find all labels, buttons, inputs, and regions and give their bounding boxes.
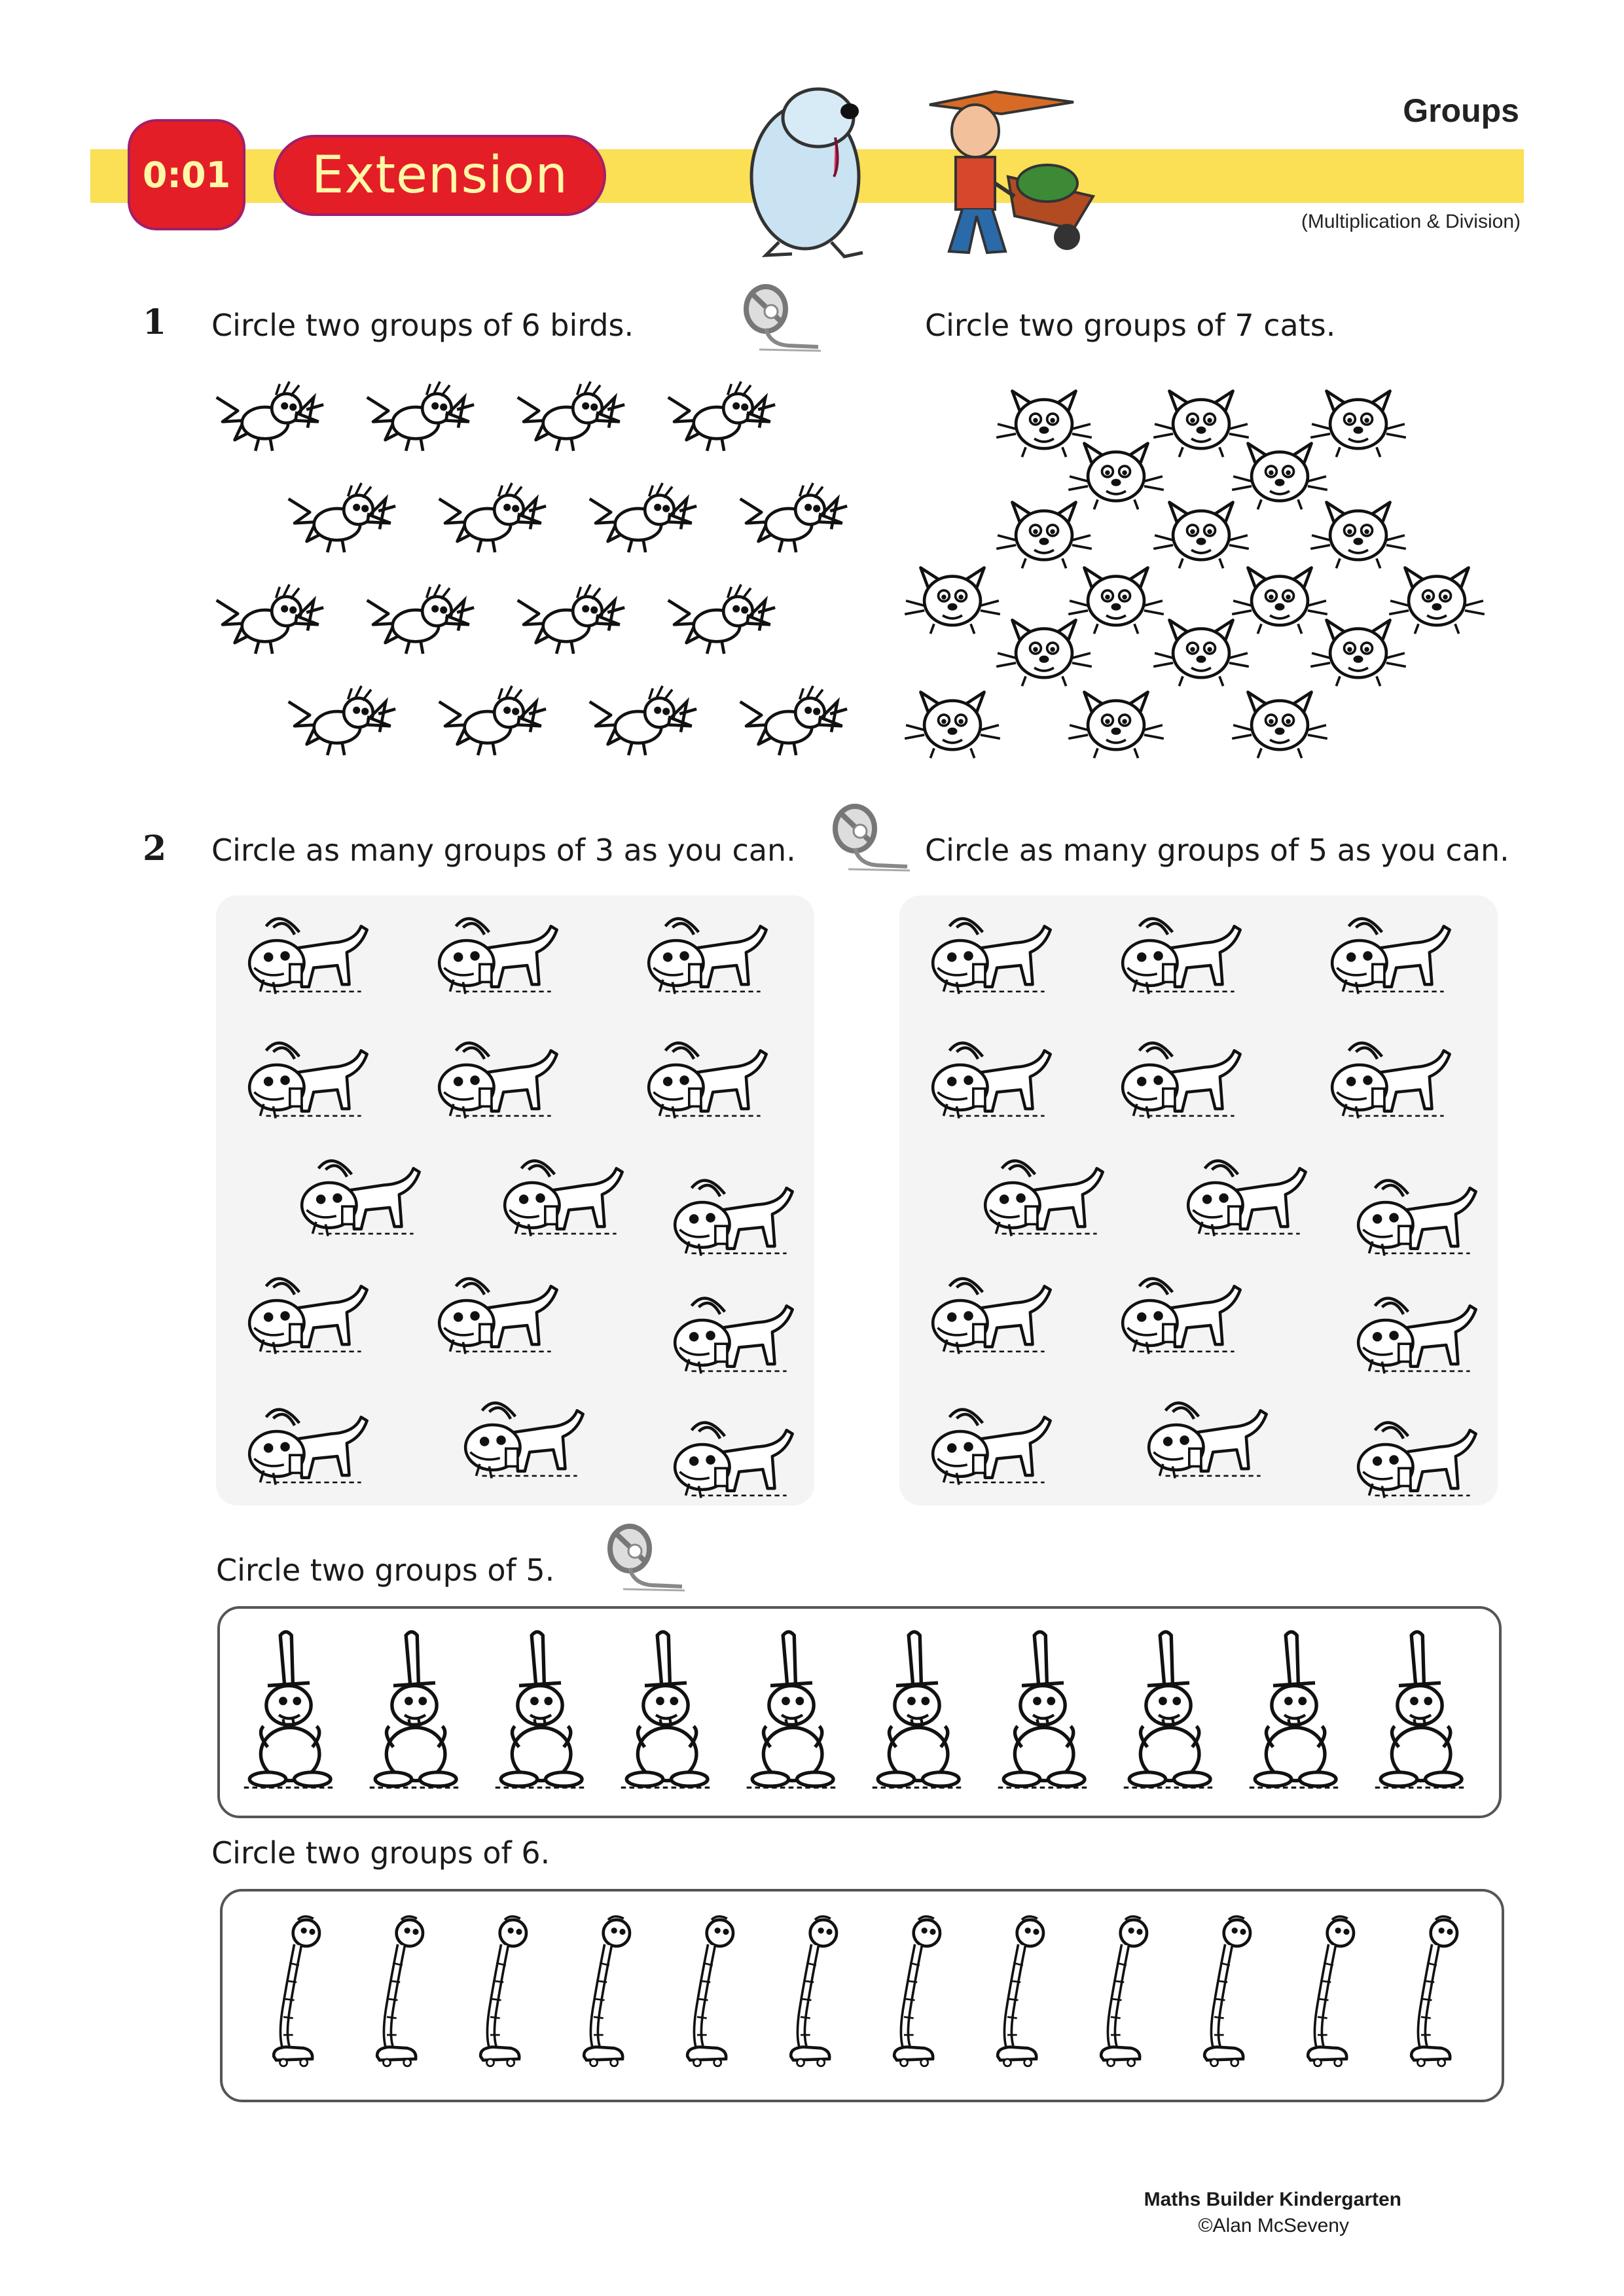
worms-instruction: Circle two groups of 6. bbox=[211, 1835, 550, 1871]
goat-icon bbox=[432, 1033, 563, 1122]
cat-icon bbox=[1231, 687, 1329, 761]
bird-icon bbox=[504, 373, 628, 458]
footer-title: Maths Builder Kindergarten bbox=[1144, 2189, 1401, 2210]
bird-icon bbox=[425, 475, 550, 560]
cats-group bbox=[903, 373, 1492, 779]
bird-icon bbox=[353, 576, 478, 661]
goat-icon bbox=[1325, 1033, 1456, 1122]
rabbit-icon bbox=[868, 1628, 966, 1796]
cat-icon bbox=[1067, 687, 1165, 761]
worm-icon bbox=[365, 1911, 437, 2075]
goat-icon bbox=[295, 1151, 425, 1240]
bird-icon bbox=[576, 475, 700, 560]
goat-icon bbox=[432, 1268, 563, 1357]
goat-icon bbox=[926, 1399, 1056, 1488]
rabbit-icon bbox=[617, 1628, 715, 1796]
worm-icon bbox=[1296, 1911, 1368, 2075]
bird-icon bbox=[425, 677, 550, 762]
hint-worm-icon bbox=[597, 1521, 689, 1600]
question-1-number: 1 bbox=[143, 302, 167, 342]
goat-icon bbox=[1351, 1288, 1482, 1377]
cat-icon bbox=[1152, 497, 1250, 571]
rabbit-icon bbox=[365, 1628, 463, 1796]
goat-icon bbox=[432, 908, 563, 997]
dog-icon bbox=[751, 89, 863, 257]
question-1-cats-instruction: Circle two groups of 7 cats. bbox=[925, 308, 1336, 343]
hint-worm-icon bbox=[733, 281, 825, 360]
question-2-left-instruction: Circle as many groups of 3 as you can. bbox=[211, 833, 796, 868]
bird-icon bbox=[353, 373, 478, 458]
worm-icon bbox=[779, 1911, 851, 2075]
goat-icon bbox=[242, 1268, 373, 1357]
header-illustration bbox=[707, 65, 1113, 262]
goat-icon bbox=[926, 1033, 1056, 1122]
extension-badge bbox=[274, 135, 606, 216]
goat-icon bbox=[1325, 908, 1456, 997]
goat-icon bbox=[1181, 1151, 1312, 1240]
rabbits-row bbox=[217, 1606, 1502, 1818]
rabbit-icon bbox=[742, 1628, 840, 1796]
cat-icon bbox=[1152, 615, 1250, 689]
cat-icon bbox=[1309, 615, 1407, 689]
goats-panel-left bbox=[216, 895, 814, 1505]
bird-icon bbox=[727, 475, 851, 560]
goat-icon bbox=[1351, 1170, 1482, 1259]
goat-icon bbox=[668, 1170, 799, 1259]
goat-icon bbox=[641, 908, 772, 997]
birds-group bbox=[203, 373, 877, 779]
goat-icon bbox=[242, 908, 373, 997]
goat-icon bbox=[1142, 1393, 1272, 1482]
goat-icon bbox=[641, 1033, 772, 1122]
goat-icon bbox=[926, 908, 1056, 997]
bird-icon bbox=[655, 576, 779, 661]
goat-icon bbox=[926, 1268, 1056, 1357]
rabbit-icon bbox=[994, 1628, 1092, 1796]
bird-icon bbox=[203, 576, 327, 661]
worms-row bbox=[220, 1889, 1504, 2102]
cat-icon bbox=[995, 497, 1093, 571]
bird-icon bbox=[576, 677, 700, 762]
question-2-right-instruction: Circle as many groups of 5 as you can. bbox=[925, 833, 1509, 868]
goat-icon bbox=[242, 1033, 373, 1122]
page-topic: Groups bbox=[1403, 92, 1519, 129]
goat-icon bbox=[668, 1412, 799, 1501]
hint-worm-icon bbox=[822, 801, 914, 880]
rabbit-icon bbox=[1245, 1628, 1343, 1796]
goat-icon bbox=[1115, 1033, 1246, 1122]
cat-icon bbox=[903, 687, 1001, 761]
time-badge bbox=[128, 119, 245, 230]
goat-icon bbox=[242, 1399, 373, 1488]
rabbit-icon bbox=[491, 1628, 589, 1796]
worm-icon bbox=[882, 1911, 954, 2075]
worm-icon bbox=[676, 1911, 748, 2075]
cat-icon bbox=[903, 563, 1001, 636]
page-subtopic: (Multiplication & Division) bbox=[1301, 211, 1521, 232]
bird-icon bbox=[655, 373, 779, 458]
bird-icon bbox=[203, 373, 327, 458]
rabbit-icon bbox=[1371, 1628, 1469, 1796]
goats-panel-right bbox=[899, 895, 1498, 1505]
goat-icon bbox=[978, 1151, 1109, 1240]
bird-icon bbox=[275, 475, 399, 560]
rabbits-instruction: Circle two groups of 5. bbox=[216, 1552, 555, 1588]
question-2-number: 2 bbox=[143, 829, 167, 869]
goat-icon bbox=[497, 1151, 628, 1240]
worm-icon bbox=[986, 1911, 1058, 2075]
cat-icon bbox=[995, 615, 1093, 689]
worm-icon bbox=[1399, 1911, 1471, 2075]
question-1-birds-instruction: Circle two groups of 6 birds. bbox=[211, 308, 634, 343]
goat-icon bbox=[1115, 908, 1246, 997]
worm-icon bbox=[572, 1911, 644, 2075]
bird-icon bbox=[504, 576, 628, 661]
time-label: 0:01 bbox=[142, 154, 231, 196]
worm-icon bbox=[469, 1911, 541, 2075]
worm-icon bbox=[262, 1911, 334, 2075]
rabbit-icon bbox=[240, 1628, 338, 1796]
farmer-icon bbox=[929, 92, 1093, 253]
footer-copyright: ©Alan McSeveny bbox=[1198, 2215, 1349, 2236]
goat-icon bbox=[1351, 1412, 1482, 1501]
extension-label: Extension bbox=[312, 146, 568, 205]
bird-icon bbox=[727, 677, 851, 762]
goat-icon bbox=[1115, 1268, 1246, 1357]
worm-icon bbox=[1089, 1911, 1161, 2075]
bird-icon bbox=[275, 677, 399, 762]
goat-icon bbox=[458, 1393, 589, 1482]
goat-icon bbox=[668, 1288, 799, 1377]
worm-icon bbox=[1193, 1911, 1265, 2075]
cat-icon bbox=[1309, 497, 1407, 571]
rabbit-icon bbox=[1119, 1628, 1218, 1796]
